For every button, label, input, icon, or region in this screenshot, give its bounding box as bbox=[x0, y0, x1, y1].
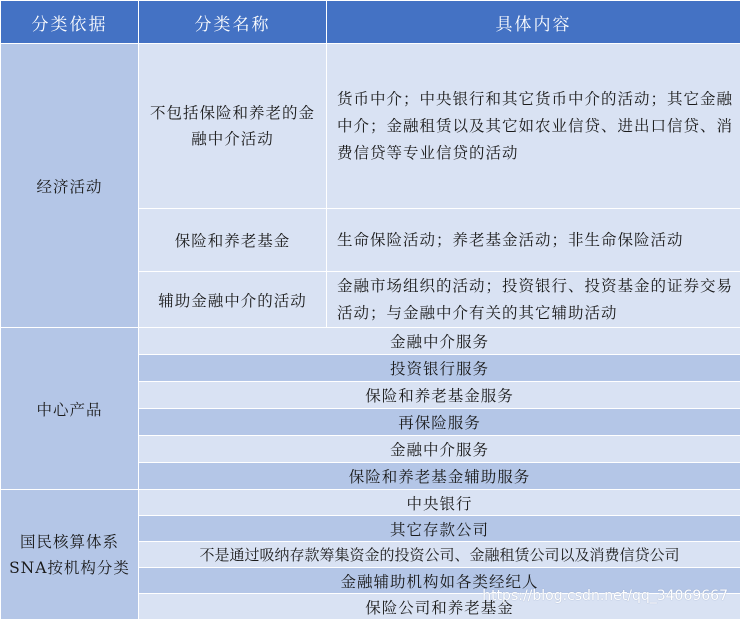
product-item: 保险和养老基金服务 bbox=[139, 382, 740, 409]
product-item: 保险和养老基金辅助服务 bbox=[139, 463, 740, 490]
institution-item: 保险公司和养老基金 bbox=[139, 594, 740, 620]
header-name: 分类名称 bbox=[139, 1, 327, 44]
product-item: 再保险服务 bbox=[139, 409, 740, 436]
product-item: 投资银行服务 bbox=[139, 355, 740, 382]
basis-products: 中心产品 bbox=[1, 328, 139, 490]
institution-item: 中央银行 bbox=[139, 490, 740, 516]
category-name: 不包括保险和养老的金融中介活动 bbox=[139, 44, 327, 209]
institution-item: 金融辅助机构如各类经纪人 bbox=[139, 568, 740, 594]
category-content: 货币中介；中央银行和其它货币中介的活动；其它金融中介；金融租赁以及其它如农业信贷、进出口信贷、消费信贷等专业信贷的活动 bbox=[327, 44, 740, 209]
category-name: 辅助金融中介的活动 bbox=[139, 272, 327, 328]
header-row bbox=[1, 1, 740, 44]
watermark: https://blog.csdn.net/qq_34069667 bbox=[482, 588, 728, 604]
header-content: 具体内容 bbox=[327, 1, 740, 44]
category-content: 金融市场组织的活动；投资银行、投资基金的证券交易活动；与金融中介有关的其它辅助活动 bbox=[327, 272, 740, 328]
institution-item: 其它存款公司 bbox=[139, 516, 740, 542]
basis-economic: 经济活动 bbox=[1, 44, 139, 328]
category-content: 生命保险活动；养老基金活动；非生命保险活动 bbox=[327, 209, 740, 272]
table-row bbox=[1, 44, 740, 209]
institution-item: 不是通过吸纳存款筹集资金的投资公司、金融租赁公司以及消费信贷公司 bbox=[139, 542, 740, 568]
product-item: 金融中介服务 bbox=[139, 328, 740, 355]
category-name: 保险和养老基金 bbox=[139, 209, 327, 272]
header-basis: 分类依据 bbox=[1, 1, 139, 44]
table-row bbox=[1, 328, 740, 355]
basis-sna: 国民核算体系SNA按机构分类 bbox=[1, 490, 139, 620]
product-item: 金融中介服务 bbox=[139, 436, 740, 463]
table-row bbox=[1, 490, 740, 516]
